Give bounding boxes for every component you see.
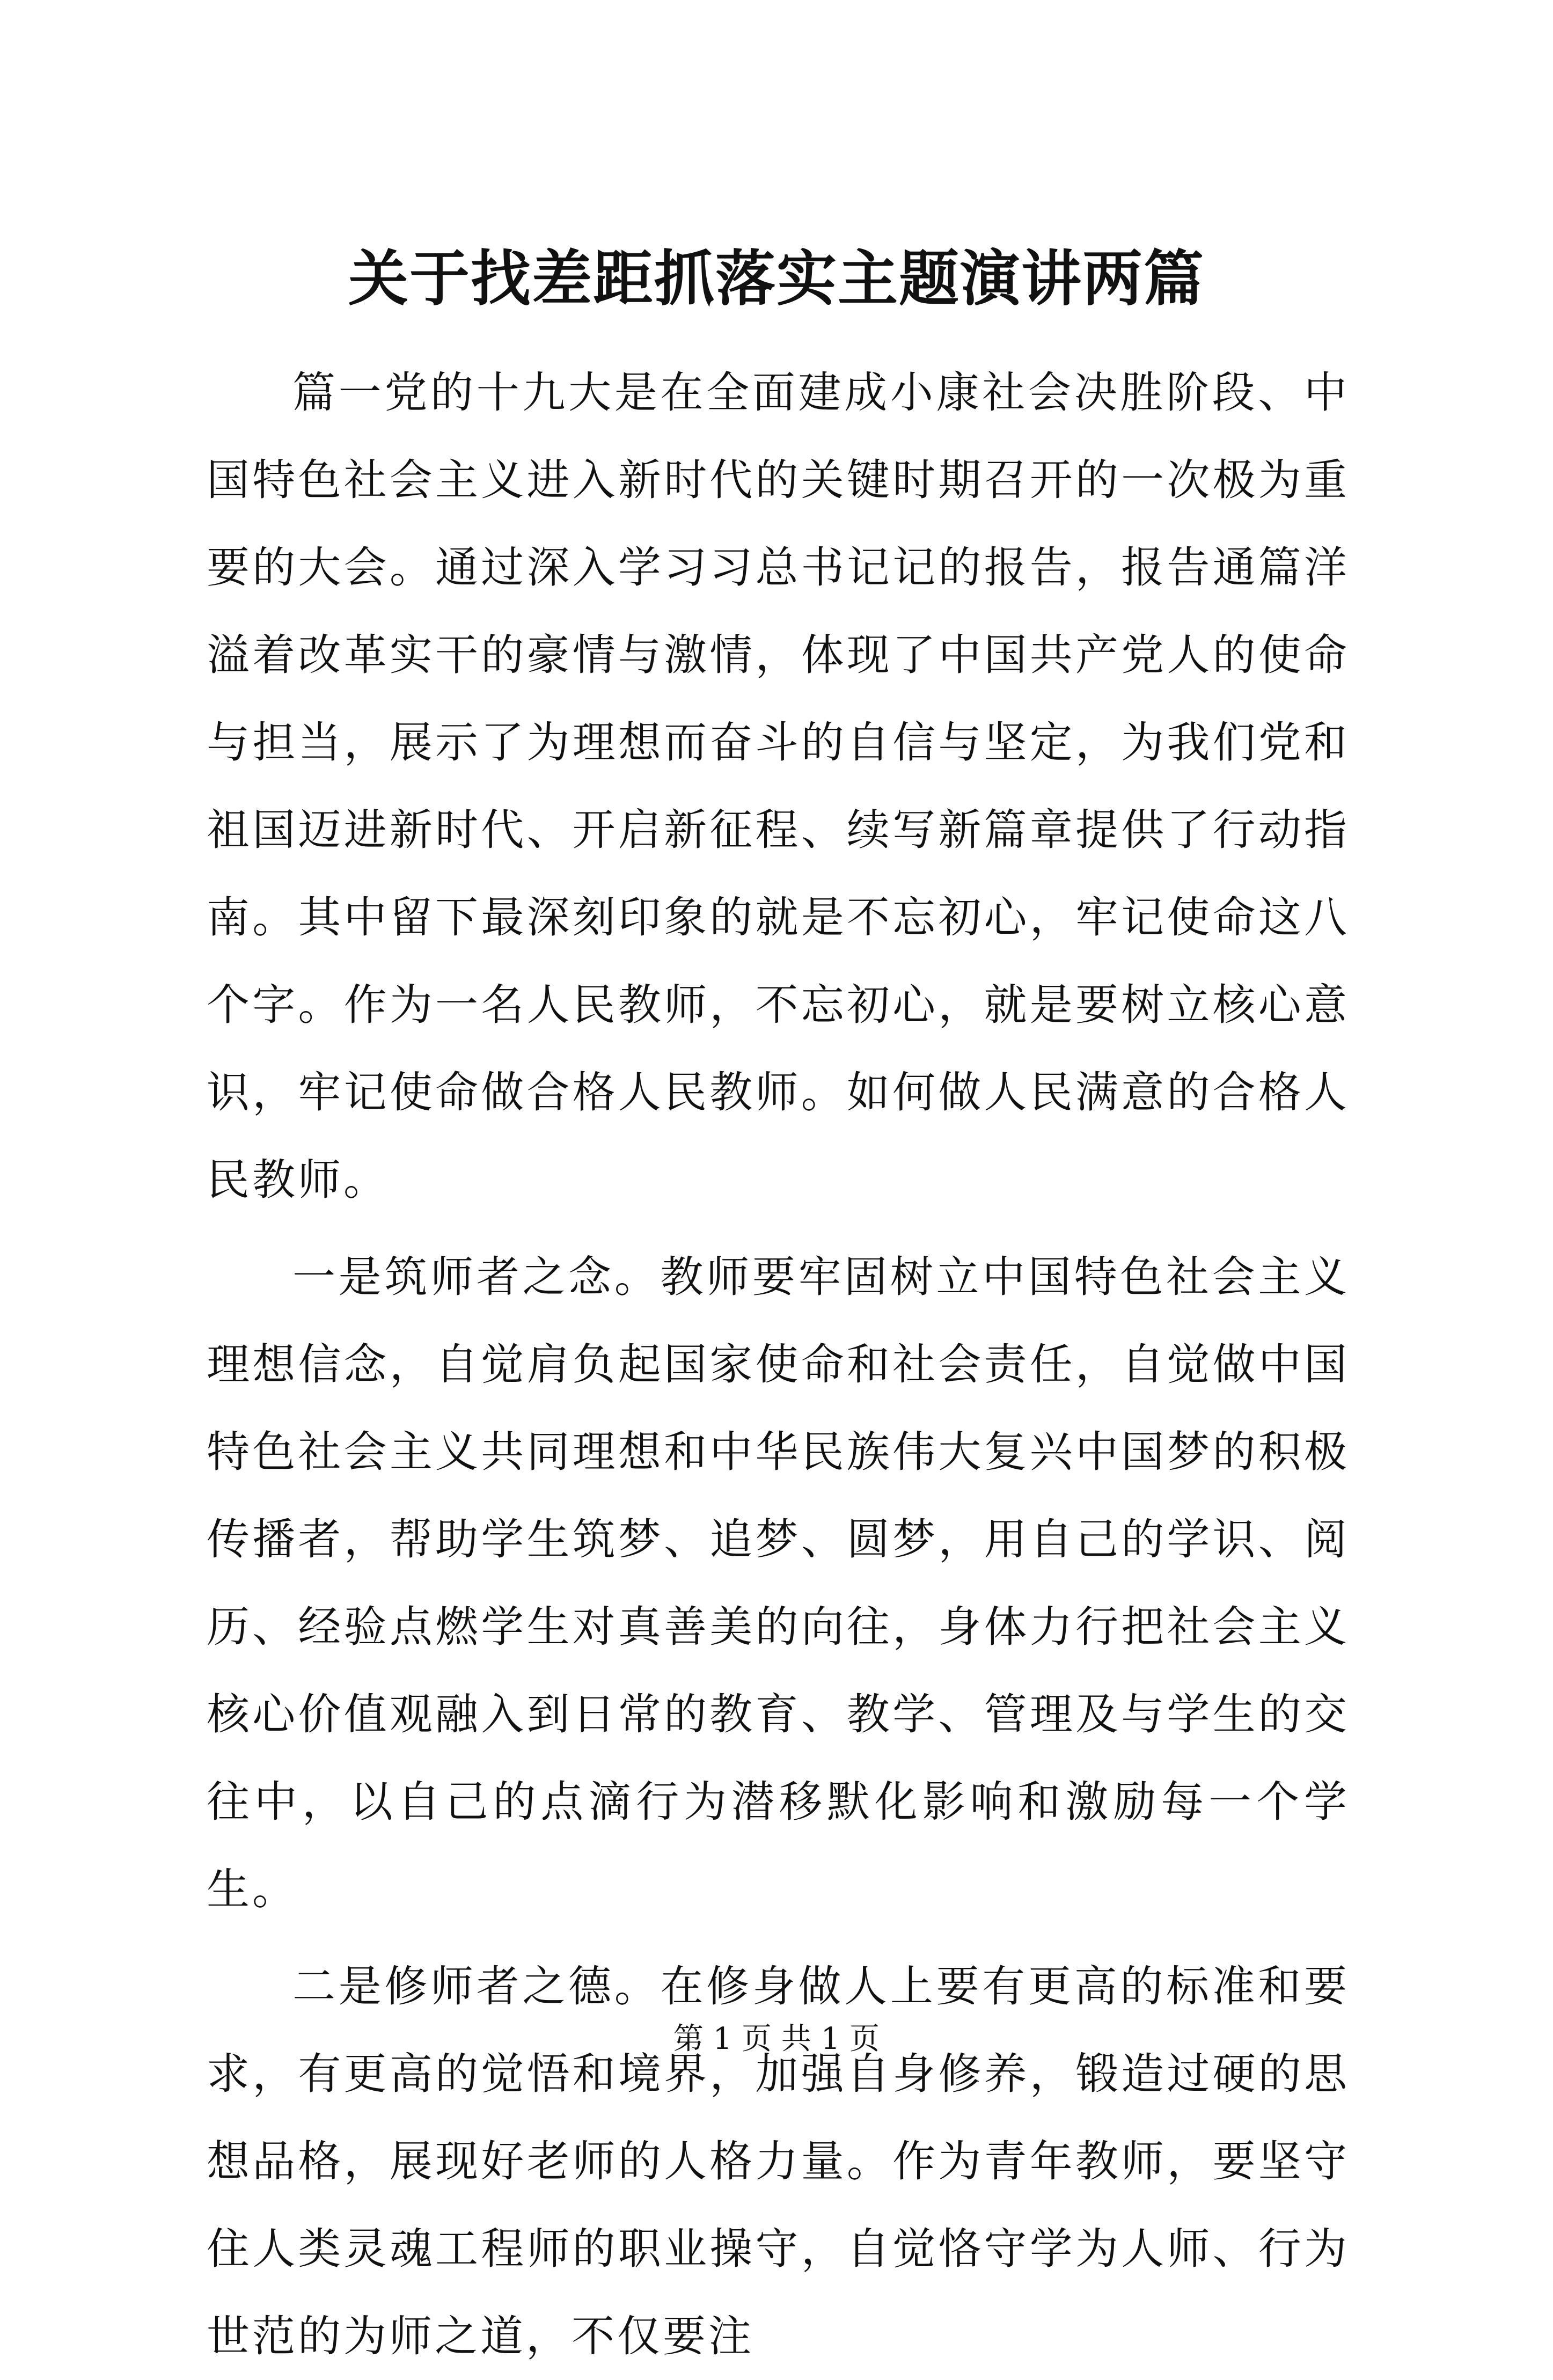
page-footer: 第 1 页 共 1 页: [673, 2022, 880, 2056]
document-title: 关于找差距抓落实主题演讲两篇: [348, 244, 1205, 314]
paragraph-1: 篇一党的十九大是在全面建成小康社会决胜阶段、中国特色社会主义进入新时代的关键时期召开的一次极为重要的大会。通过深入学习习总书记记的报告，报告通篇洋溢着改革实干的豪情与激情，体现了中国共产党人的使命与担当，展示了为理想而奋斗的自信与坚定，为我们党和祖国迈进新时代、开启新征程、续写新篇章提供了行动指南。其中留下最深刻印象的就是不忘初心，牢记使命这八个字。作为一名人民教师，不忘初心，就是要树立核心意识，牢记使命做合格人民教师。如何做人民满意的合格人民教师。: [207, 368, 1350, 1205]
paragraph-2: 一是筑师者之念。教师要牢固树立中国特色社会主义理想信念，自觉肩负起国家使命和社会责任，自觉做中国特色社会主义共同理想和中华民族伟大复兴中国梦的积极传播者，帮助学生筑梦、追梦、圆梦，用自己的学识、阅历、经验点燃学生对真善美的向往，身体力行把社会主义核心价值观融入到日常的教育、教学、管理及与学生的交往中，以自己的点滴行为潜移默化影响和激励每一个学生。: [207, 1252, 1350, 1914]
document-body: [207, 349, 1350, 2380]
paragraph-3: 二是修师者之德。在修身做人上要有更高的标准和要求，有更高的觉悟和境界，加强自身修养，锻造过硬的思想品格，展现好老师的人格力量。作为青年教师，要坚守住人类灵魂工程师的职业操守，自觉恪守学为人师、行为世范的为师之道，不仅要注: [207, 1961, 1350, 2361]
